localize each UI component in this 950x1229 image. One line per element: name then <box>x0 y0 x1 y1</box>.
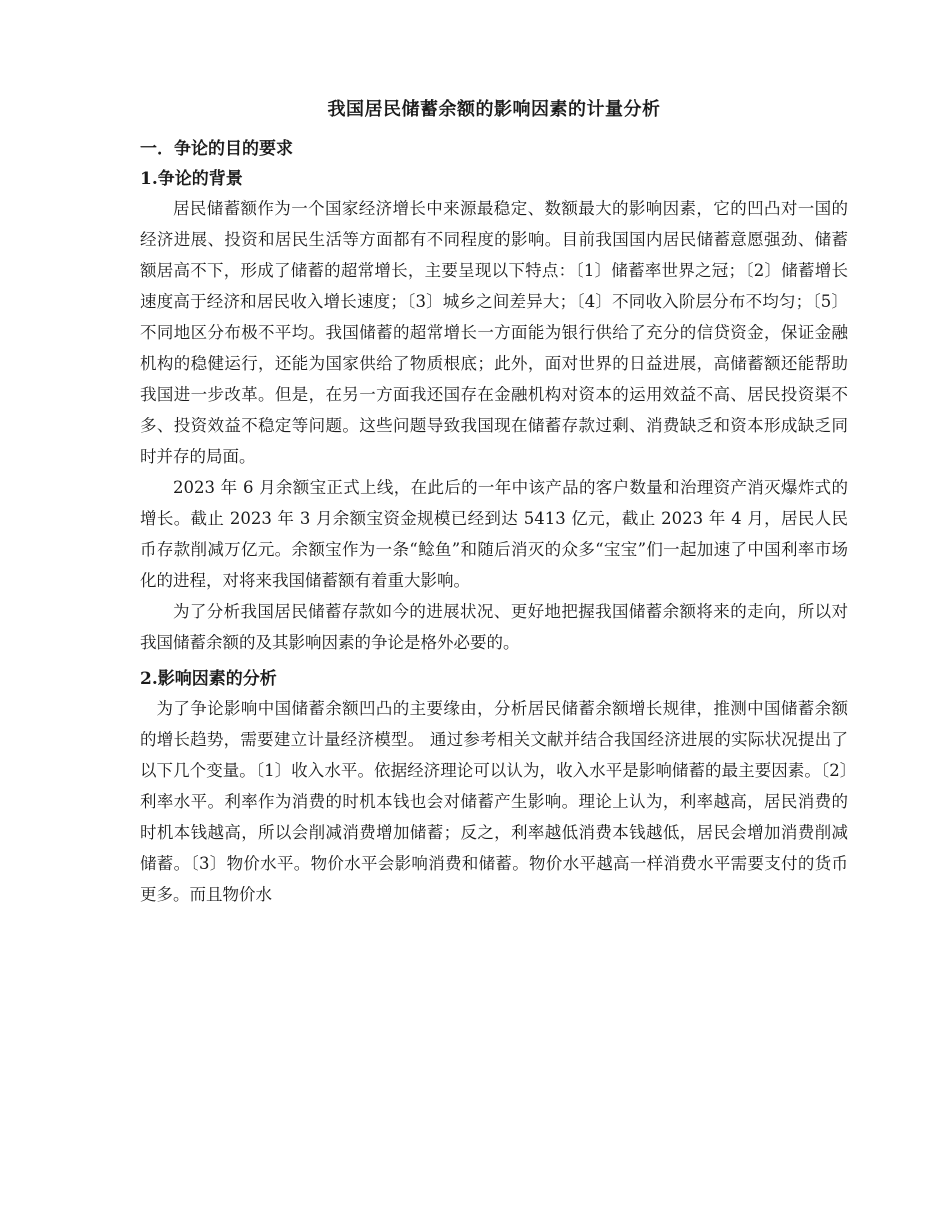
paragraph-factor-analysis: 为了争论影响中国储蓄余额凹凸的主要缘由，分析居民储蓄余额增长规律，推测中国储蓄余额的增长趋势，需要建立计量经济模型。 通过参考相关文献并结合我国经济进展的实际状况提出了以下几个变量。〔1〕收入水平。依据经济理论可以认为，收入水平是影响储蓄的最主要因素。〔2〕利率水平。利率作为消费的时机本钱也会对储蓄产生影响。理论上认为，利率越高，居民消费的时机本钱越高，所以会削减消费增加储蓄；反之，利率越低消费本钱越低，居民会增加消费削减储蓄。〔3〕物价水平。物价水平会影响消费和储蓄。物价水平越高一样消费水平需要支付的货币更多。而且物价水 <box>140 699 848 904</box>
document-page <box>140 96 848 910</box>
paragraph-background-1: 居民储蓄额作为一个国家经济增长中来源最稳定、数额最大的影响因素，它的凹凸对一国的经济进展、投资和居民生活等方面都有不同程度的影响。目前我国国内居民储蓄意愿强劲、储蓄额居高不下，形成了储蓄的超常增长，主要呈现以下特点：〔1〕储蓄率世界之冠；〔2〕储蓄增长速度高于经济和居民收入增长速度；〔3〕城乡之间差异大；〔4〕不同收入阶层分布不均匀；〔5〕不同地区分布极不平均。我国储蓄的超常增长一方面能为银行供给了充分的信贷资金，保证金融机构的稳健运行，还能为国家供给了物质根底；此外，面对世界的日益进展，高储蓄额还能帮助我国进一步改革。但是，在另一方面我还国存在金融机构对资本的运用效益不高、居民投资渠不多、投资效益不稳定等问题。这些问题导致我国现在储蓄存款过剩、消费缺乏和资本形成缺乏同时并存的局面。 <box>140 199 848 466</box>
document-title: 我国居民储蓄余额的影响因素的计量分析 <box>327 99 661 120</box>
section-heading-research-purpose: 一．争论的目的要求 <box>140 139 293 159</box>
paragraph-background-3: 为了分析我国居民储蓄存款如今的进展状况、更好地把握我国储蓄余额将来的走向，所以对我国储蓄余额的及其影响因素的争论是格外必要的。 <box>140 602 848 652</box>
subsection-heading-factor-analysis: 2.影响因素的分析 <box>140 669 277 689</box>
paragraph-background-2: 2023 年 6 月余额宝正式上线，在此后的一年中该产品的客户数量和治理资产消灭爆炸式的增长。截止 2023 年 3 月余额宝资金规模已经到达 5413 亿元，截止 2023 年 4 月，居民人民币存款削减万亿元。余额宝作为一条“鲶鱼”和随后消灭的众多“宝宝”们一起加速了中国利率市场化的进程，对将来我国储蓄额有着重大影响。 <box>140 478 848 590</box>
subsection-heading-background: 1.争论的背景 <box>140 169 243 189</box>
